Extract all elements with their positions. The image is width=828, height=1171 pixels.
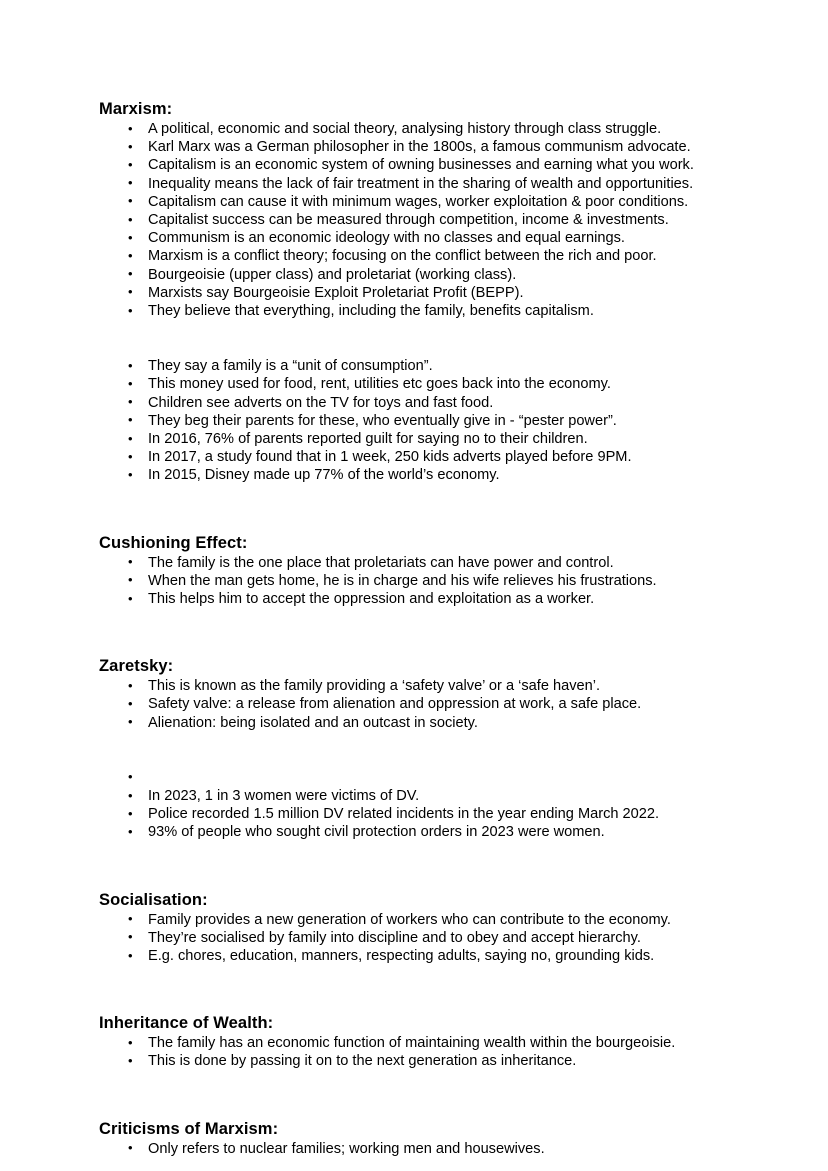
document-body [99,99,744,1158]
bullet-list [99,1140,744,1158]
bullet-item: • When the man gets home, he is in charge and his wife relieves his frustrations. [99,572,744,590]
bullet-group-gap [99,320,744,357]
bullet-item: • A political, economic and social theory, analysing history through class struggle. [99,120,744,138]
section-heading-cushioning-effect: Cushioning Effect: [99,533,248,552]
section-heading-marxism: Marxism: [99,100,173,118]
section-heading-socialisation: Socialisation: [99,890,208,909]
section-heading-criticisms-of-marxism: Criticisms of Marxism: [99,1119,279,1138]
bullet-list [99,677,744,732]
bullet-list [99,554,744,609]
bullet-item: • They say a family is a “unit of consumption”. [99,357,744,375]
bullet-item: • Family provides a new generation of workers who can contribute to the economy. [99,911,744,929]
section-criticisms-of-marxism [99,1119,744,1158]
bullet-item: • E.g. chores, education, manners, respecting adults, saying no, grounding kids. [99,947,744,965]
bullet-item: • 93% of people who sought civil protection orders in 2023 were women. [99,823,744,841]
section-gap [99,842,744,890]
bullet-item: • In 2017, a study found that in 1 week, 250 kids adverts played before 9PM. [99,448,744,466]
section-heading-zaretsky: Zaretsky: [99,657,174,676]
section-gap [99,965,744,1013]
bullet-item: • This is known as the family providing a ‘safety valve’ or a ‘safe haven’. [99,677,744,695]
bullet-item: • Safety valve: a release from alienation and oppression at work, a safe place. [99,695,744,713]
section-marxism [99,99,744,485]
bullet-item: • Only refers to nuclear families; working men and housewives. [99,1140,744,1158]
bullet-item: • Bourgeoisie (upper class) and proletariat (working class). [99,266,744,284]
bullet-item: • Children see adverts on the TV for toys and fast food. [99,394,744,412]
section-gap [99,1071,744,1119]
bullet-list [99,1034,744,1070]
bullet-item: • Capitalist success can be measured through competition, income & investments. [99,211,744,229]
bullet-item: • Marxism is a conflict theory; focusing on the conflict between the rich and poor. [99,247,744,265]
bullet-item: • This is done by passing it on to the next generation as inheritance. [99,1052,744,1070]
bullet-item: • Capitalism can cause it with minimum wages, worker exploitation & poor conditions. [99,193,744,211]
bullet-item: • The family has an economic function of maintaining wealth within the bourgeoisie. [99,1034,744,1052]
bullet-list [99,769,744,842]
bullet-item: • In 2016, 76% of parents reported guilt for saying no to their children. [99,430,744,448]
bullet-item: • In 2015, Disney made up 77% of the world’s economy. [99,466,744,484]
section-gap [99,608,744,656]
section-socialisation [99,890,744,966]
bullet-group-gap [99,732,744,769]
section-zaretsky [99,656,744,841]
section-gap [99,485,744,533]
bullet-item: • Inequality means the lack of fair treatment in the sharing of wealth and opportunities. [99,175,744,193]
section-cushioning-effect [99,533,744,609]
section-heading-inheritance-of-wealth: Inheritance of Wealth: [99,1014,274,1033]
bullet-list [99,911,744,966]
bullet-item: • They believe that everything, including the family, benefits capitalism. [99,302,744,320]
bullet-item: • They beg their parents for these, who eventually give in - “pester power”. [99,412,744,430]
bullet-item: • Capitalism is an economic system of owning businesses and earning what you work. [99,156,744,174]
bullet-item: • The family is the one place that proletariats can have power and control. [99,554,744,572]
bullet-list [99,357,744,484]
bullet-item: • Alienation: being isolated and an outcast in society. [99,714,744,732]
bullet-item: • Communism is an economic ideology with no classes and equal earnings. [99,229,744,247]
section-inheritance-of-wealth [99,1013,744,1070]
bullet-item: • Karl Marx was a German philosopher in the 1800s, a famous communism advocate. [99,138,744,156]
bullet-item: • Police recorded 1.5 million DV related incidents in the year ending March 2022. [99,805,744,823]
bullet-item: • This money used for food, rent, utilities etc goes back into the economy. [99,375,744,393]
bullet-item [99,769,744,787]
bullet-item: • This helps him to accept the oppression and exploitation as a worker. [99,590,744,608]
bullet-item: • Marxists say Bourgeoisie Exploit Proletariat Profit (BEPP). [99,284,744,302]
bullet-item: • In 2023, 1 in 3 women were victims of DV. [99,787,744,805]
bullet-item: • They’re socialised by family into discipline and to obey and accept hierarchy. [99,929,744,947]
bullet-list [99,120,744,320]
